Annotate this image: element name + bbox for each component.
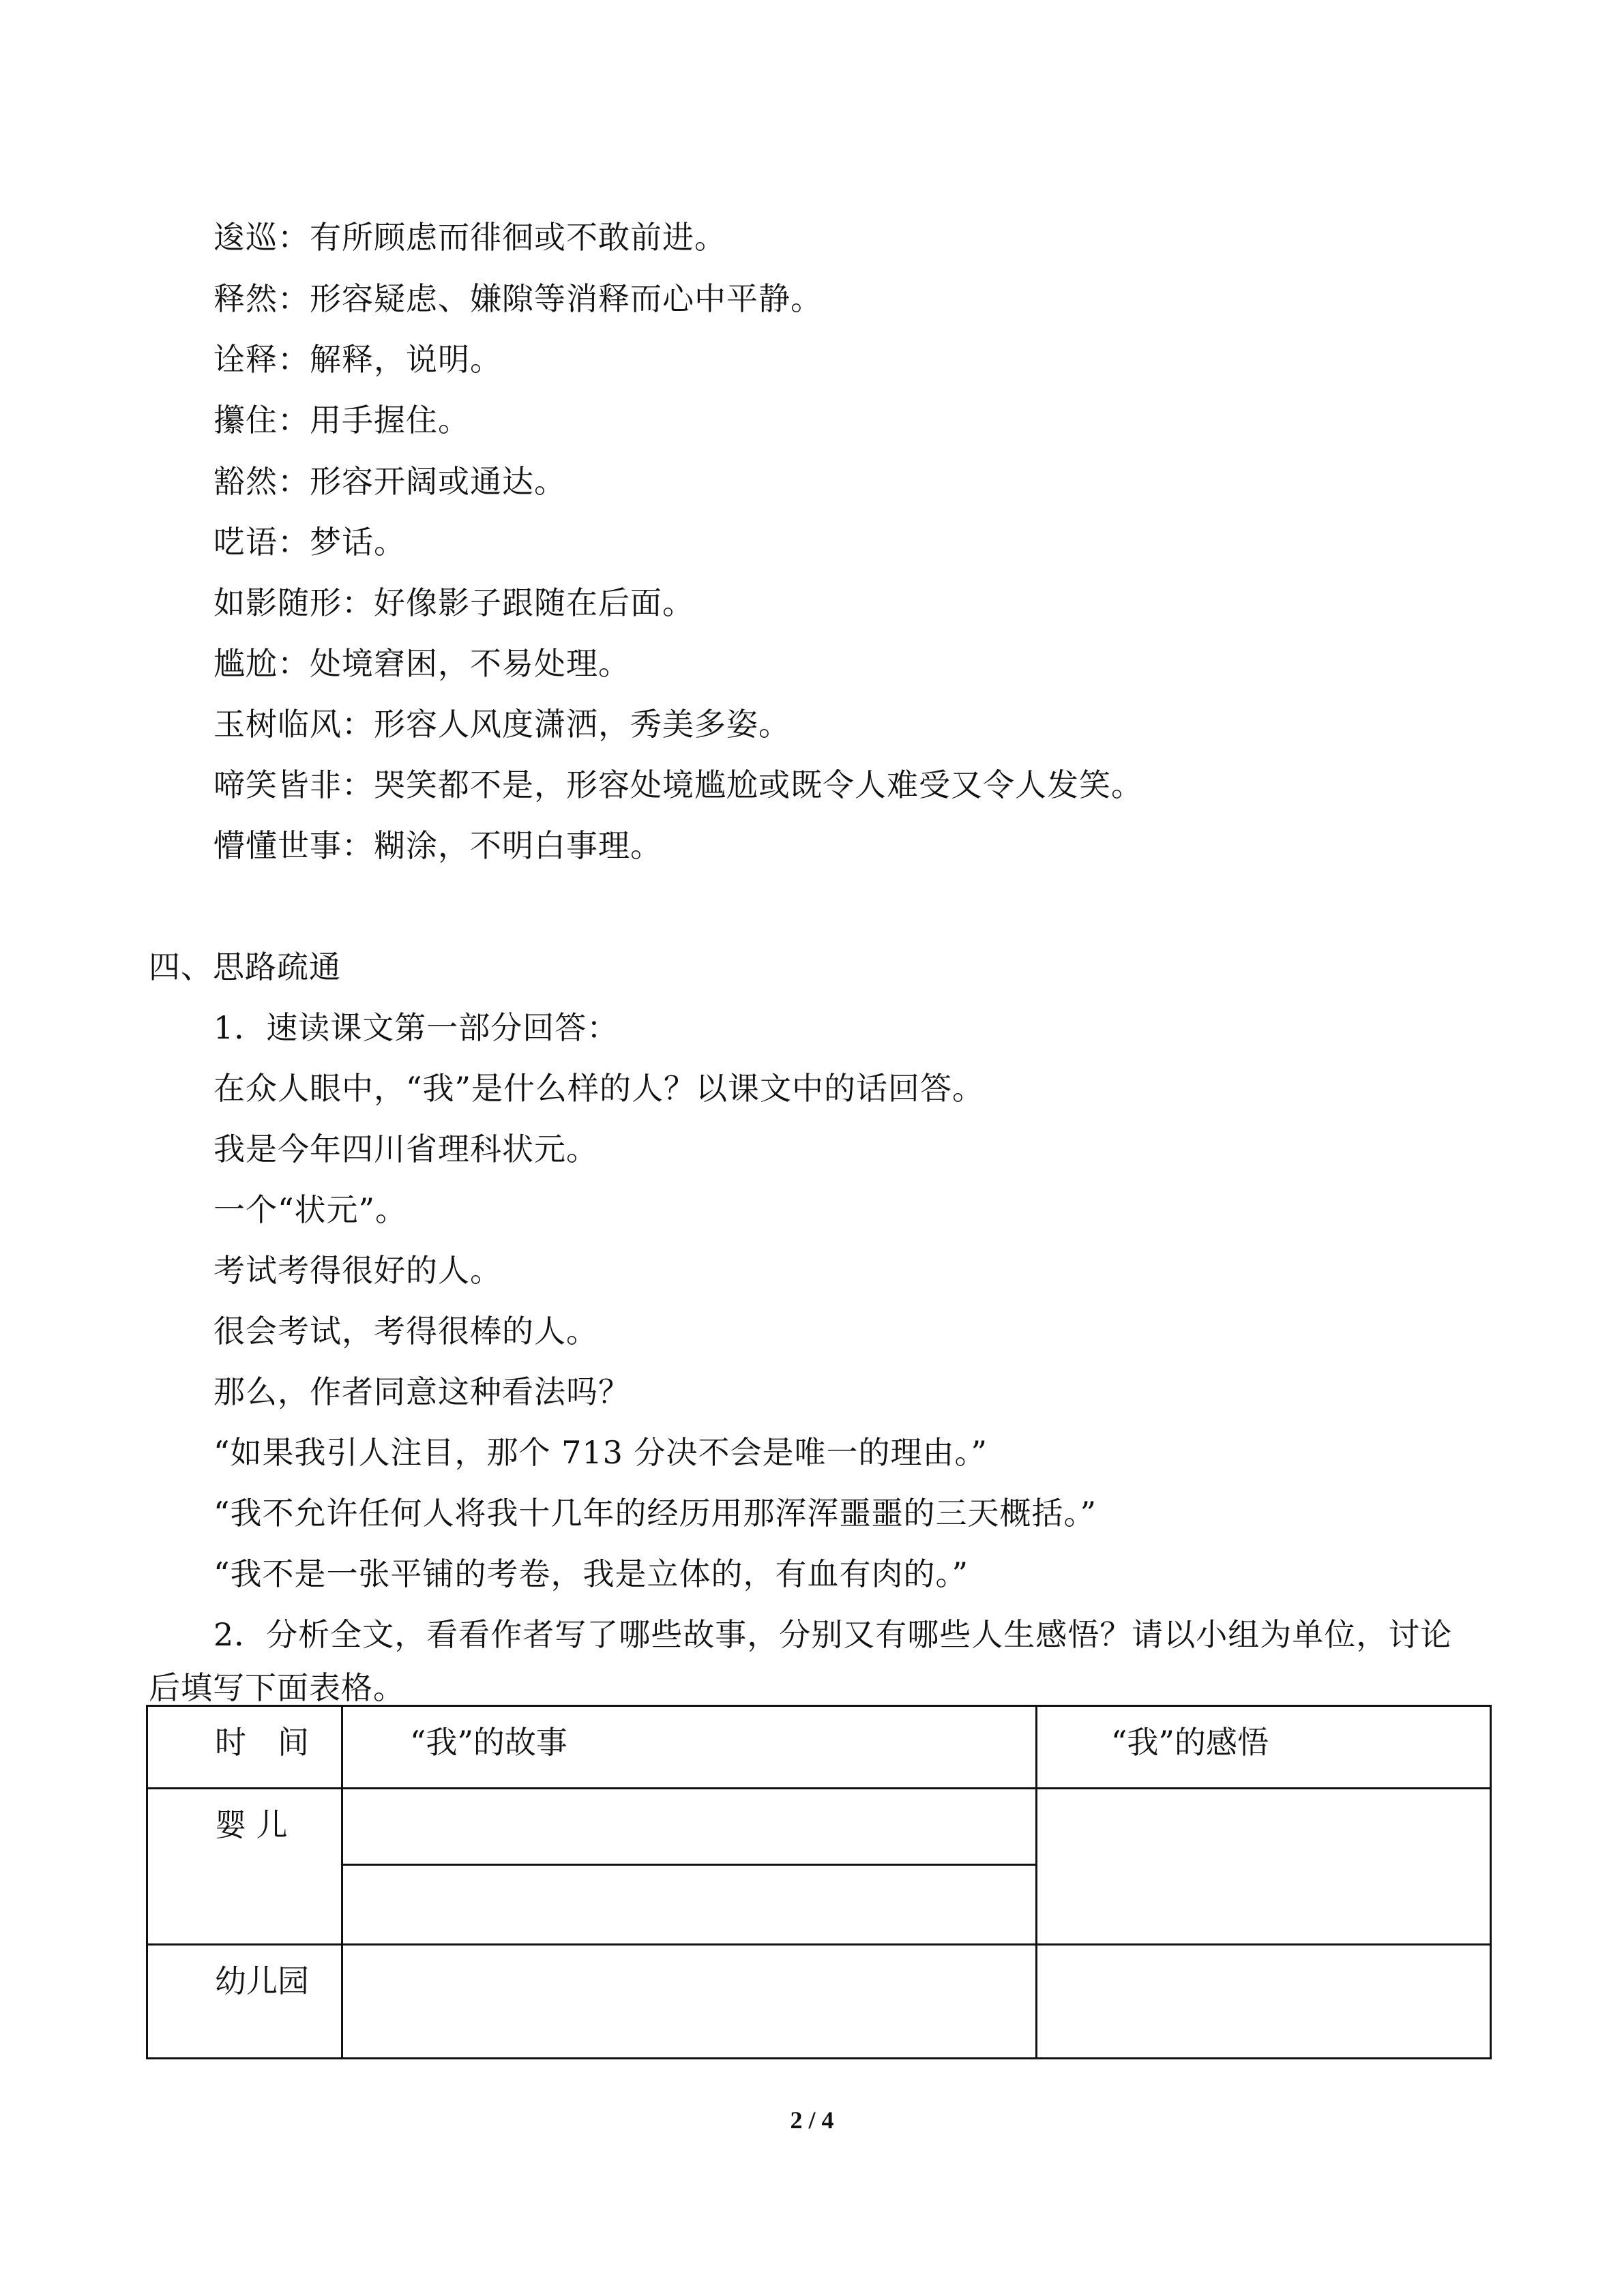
quote-line: “我不是一张平铺的考卷，我是立体的，有血有肉的。”	[213, 1555, 969, 1592]
story-cell[interactable]	[342, 1945, 1036, 2059]
table-row	[147, 1945, 1491, 2059]
glossary-item: 豁然：形容开阔或通达。	[213, 463, 566, 500]
story-cell[interactable]	[342, 1865, 1036, 1945]
table-header-row	[147, 1706, 1491, 1789]
header-cell-time	[147, 1706, 342, 1789]
header-insight: “我”的感悟	[1110, 1724, 1269, 1761]
body-line: 很会考试，考得很棒的人。	[213, 1313, 598, 1350]
question-2: 2．分析全文，看看作者写了哪些故事，分别又有哪些人生感悟？请以小组为单位，讨论	[213, 1616, 1453, 1653]
glossary-item: 啼笑皆非：哭笑都不是，形容处境尴尬或既令人难受又令人发笑。	[213, 766, 1143, 803]
glossary-item: 逡巡：有所顾虑而徘徊或不敢前进。	[213, 219, 726, 256]
body-line: 考试考得很好的人。	[213, 1252, 502, 1289]
story-table	[146, 1705, 1492, 2059]
time-cell	[147, 1789, 342, 1945]
section-heading: 四、思路疏通	[149, 949, 341, 985]
header-time: 时 间	[215, 1724, 309, 1761]
insight-cell[interactable]	[1036, 1945, 1490, 2059]
body-line: 一个“状元”。	[213, 1191, 408, 1228]
table-row	[147, 1789, 1491, 1865]
question-2-continued: 后填写下面表格。	[149, 1669, 405, 1706]
story-cell[interactable]	[342, 1789, 1036, 1865]
body-line: 在众人眼中，“我”是什么样的人？以课文中的话回答。	[213, 1070, 985, 1107]
time-cell	[147, 1945, 342, 2059]
quote-line: “我不允许任何人将我十几年的经历用那浑浑噩噩的三天概括。”	[213, 1495, 1097, 1532]
glossary-item: 攥住：用手握住。	[213, 402, 470, 438]
question-1: 1．速读课文第一部分回答：	[213, 1009, 619, 1046]
glossary-item: 尴尬：处境窘困，不易处理。	[213, 645, 630, 682]
glossary-item: 诠释：解释，说明。	[213, 341, 502, 378]
insight-cell[interactable]	[1036, 1789, 1490, 1945]
glossary-item: 释然：形容疑虑、嫌隙等消释而心中平静。	[213, 280, 823, 317]
page-number: 2 / 4	[790, 2106, 834, 2134]
quote-line: “如果我引人注目，那个 713 分决不会是唯一的理由。”	[213, 1434, 988, 1471]
body-line: 我是今年四川省理科状元。	[213, 1131, 598, 1167]
header-cell-story	[342, 1706, 1036, 1789]
glossary-item: 懵懂世事：糊涂，不明白事理。	[213, 827, 662, 864]
row-label-infant: 婴 儿	[215, 1806, 288, 1843]
header-cell-insight	[1036, 1706, 1490, 1789]
glossary-item: 玉树临风：形容人风度潇洒，秀美多姿。	[213, 706, 791, 743]
row-label-kindergarten: 幼儿园	[215, 1963, 309, 1999]
glossary-item: 呓语：梦话。	[213, 524, 406, 561]
body-line: 那么，作者同意这种看法吗？	[213, 1373, 630, 1410]
header-story: “我”的故事	[409, 1724, 567, 1761]
glossary-item: 如影随形：好像影子跟随在后面。	[213, 584, 694, 621]
